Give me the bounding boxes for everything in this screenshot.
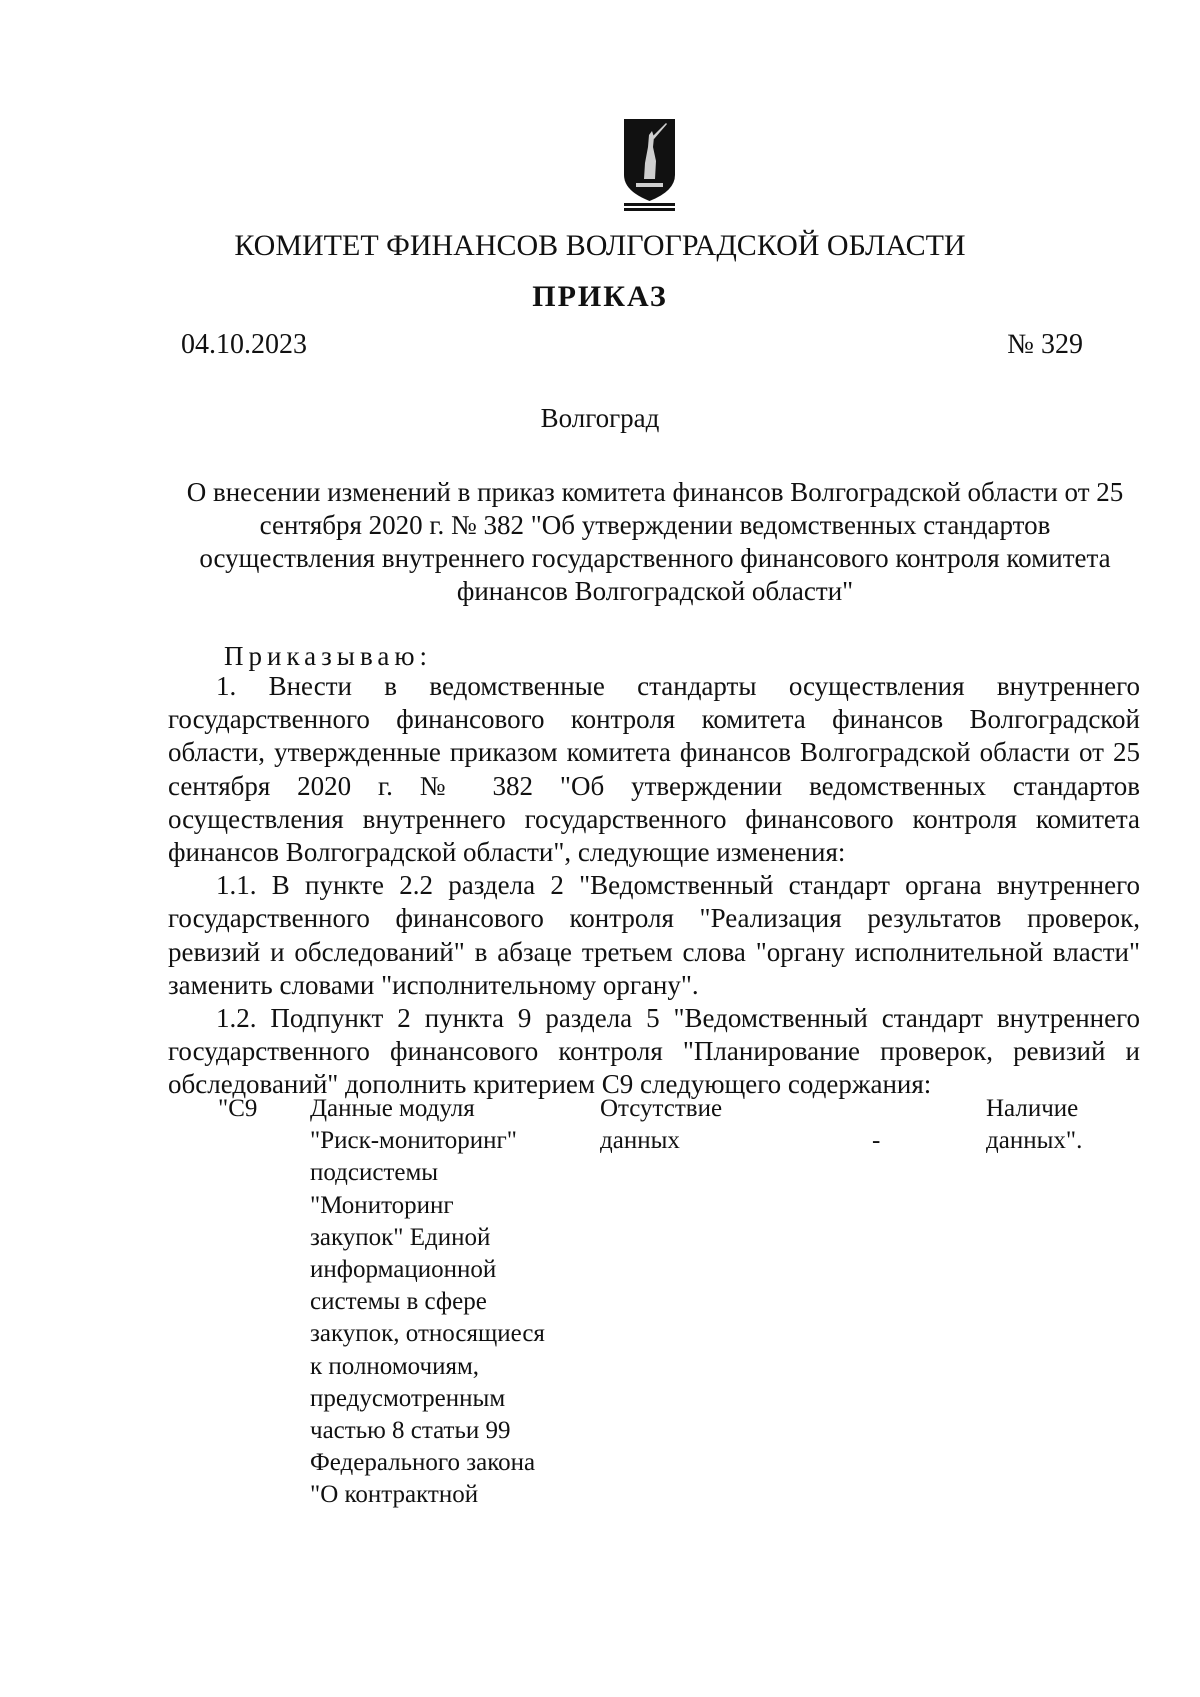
criterion-description-line: "Риск-мониторинг": [310, 1127, 517, 1155]
document-city: Волгоград: [540, 403, 660, 433]
document-body: [168, 670, 1140, 1102]
criterion-high-value: Наличие данных".: [986, 1095, 1083, 1155]
document-date: 04.10.2023: [181, 329, 307, 360]
criterion-description-line: "О контрактной: [310, 1481, 479, 1509]
document-number: № 329: [1007, 329, 1083, 360]
order-word: Приказываю:: [224, 641, 432, 671]
organization-title: КОМИТЕТ ФИНАНСОВ ВОЛГОГРАДСКОЙ ОБЛАСТИ: [234, 229, 966, 262]
criterion-description-line: предусмотренным: [310, 1384, 506, 1412]
criterion-description-line: к полномочиям,: [310, 1352, 480, 1380]
criterion-low-value: Отсутствие данных: [600, 1095, 723, 1155]
criterion-description-line: частью 8 статьи 99: [310, 1417, 511, 1445]
coat-of-arms-emblem: [622, 117, 677, 214]
criterion-description-line: системы в сфере: [310, 1288, 487, 1316]
criterion-description-line: информационной: [310, 1256, 497, 1284]
criterion-description-line: Данные модуля: [310, 1095, 475, 1122]
paragraph-1-2: 1.2. Подпункт 2 пункта 9 раздела 5 "Ведомственный стандарт внутреннего государственного финансового контроля "Планирование проверок, ревизий и обследований" дополнить критерием С9 следующего содержания:: [168, 1003, 1140, 1100]
criterion-description-line: закупок, относящиеся: [310, 1320, 545, 1348]
paragraph-1-1: 1.1. В пункте 2.2 раздела 2 "Ведомственный стандарт органа внутреннего государственного финансового контроля "Реализация результатов проверок, ревизий и обследований" в абзаце третьем слова "органу исполнительной власти" заменить словами "исполнительному органу".: [168, 870, 1140, 1000]
criterion-description-line: подсистемы: [310, 1159, 439, 1187]
criterion-description-line: закупок" Единой: [310, 1223, 491, 1251]
criterion-description-line: Федерального закона: [310, 1449, 536, 1477]
criterion-description-line: "Мониторинг: [310, 1191, 454, 1219]
document-subject: О внесении изменений в приказ комитета финансов Волгоградской области от 25 сентября 2020 г. № 382 "Об утверждении ведомственных стандартов осуществления внутреннего государственного финансового контроля комитета финансов Волгоградской области": [186, 477, 1124, 606]
document-type: ПРИКАЗ: [532, 280, 668, 313]
criterion-mid-value: -: [872, 1127, 881, 1154]
criterion-description: [310, 1093, 580, 1512]
criterion-code: "С9: [218, 1095, 258, 1122]
paragraph-1: 1. Внести в ведомственные стандарты осуществления внутреннего государственного финансового контроля комитета финансов Волгоградской области, утвержденные приказом комитета финансов Волгоградской области от 25 сентября 2020 г. № 382 "Об утверждении ведомственных стандартов осуществления внутреннего государственного финансового контроля комитета финансов Волгоградской области", следующие изменения:: [168, 671, 1140, 868]
